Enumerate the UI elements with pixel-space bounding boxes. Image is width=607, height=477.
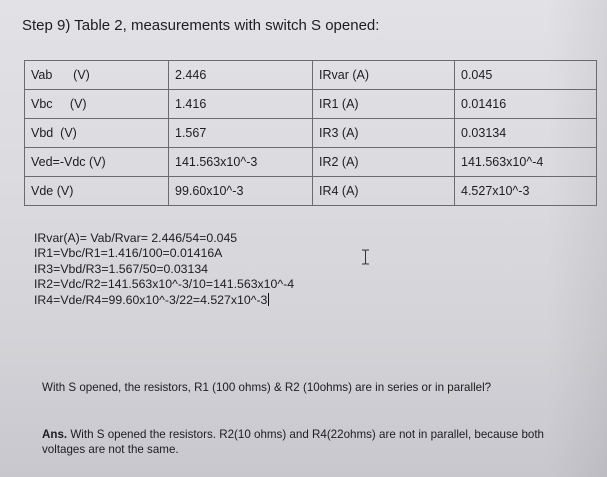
calculation-line: IR2=Vdc/R2=141.563x10^-3/10=141.563x10^-4 [34,277,295,292]
i-beam-cursor-icon [361,249,370,265]
table-row [25,119,597,148]
table-cell[interactable]: 99.60x10^-3 [169,177,313,206]
answer-text: With S opened the resistors. R2(10 ohms) and R4(22ohms) are not in parallel, because both voltages are not the same. [42,428,545,456]
table-row [25,177,597,206]
measurements-table [24,60,597,206]
table-cell[interactable]: 141.563x10^-4 [455,148,597,177]
calculation-line: IR1=Vbc/R1=1.416/100=0.01416A [34,246,223,261]
calculation-line: IR3=Vbd/R3=1.567/50=0.03134 [34,261,209,276]
calculation-line-text: IR4=Vde/R4=99.60x10^-3/22=4.527x10^-3 [34,292,268,307]
text-caret [268,293,269,306]
question-text: With S opened, the resistors, R1 (100 ohms) & R2 (10ohms) are in series or in parallel? [42,381,492,394]
calculation-line-last [34,293,294,308]
table-cell[interactable]: IRvar (A) [313,61,455,90]
table-cell[interactable]: Vde (V) [25,177,169,206]
calculations-block[interactable] [34,231,294,308]
page-heading: Step 9) Table 2, measurements with switch S opened: [22,17,380,34]
table-cell[interactable]: Vab (V) [25,61,169,90]
table-cell[interactable]: 0.03134 [455,119,597,148]
table-cell[interactable]: 1.416 [169,90,313,119]
table-cell[interactable]: 0.01416 [455,90,597,119]
table-cell[interactable]: 141.563x10^-3 [169,148,313,177]
answer-paragraph [42,428,582,457]
calculation-line: IRvar(A)= Vab/Rvar= 2.446/54=0.045 [34,231,238,245]
table-cell[interactable]: IR2 (A) [313,148,455,177]
table-row [25,148,597,177]
answer-label: Ans. [42,428,68,441]
table-cell[interactable]: 2.446 [169,61,313,90]
table-cell[interactable]: 1.567 [169,119,313,148]
table-cell[interactable]: IR4 (A) [313,177,455,206]
table-row [25,61,597,90]
table-cell[interactable]: 4.527x10^-3 [455,177,597,206]
table-cell[interactable]: IR1 (A) [313,90,455,119]
table-row [25,90,597,119]
table-cell[interactable]: 0.045 [455,61,597,90]
table-cell[interactable]: Vbc (V) [25,90,169,119]
table-cell[interactable]: Vbd (V) [25,119,169,148]
table-cell[interactable]: Ved=-Vdc (V) [25,148,169,177]
table-cell[interactable]: IR3 (A) [313,119,455,148]
